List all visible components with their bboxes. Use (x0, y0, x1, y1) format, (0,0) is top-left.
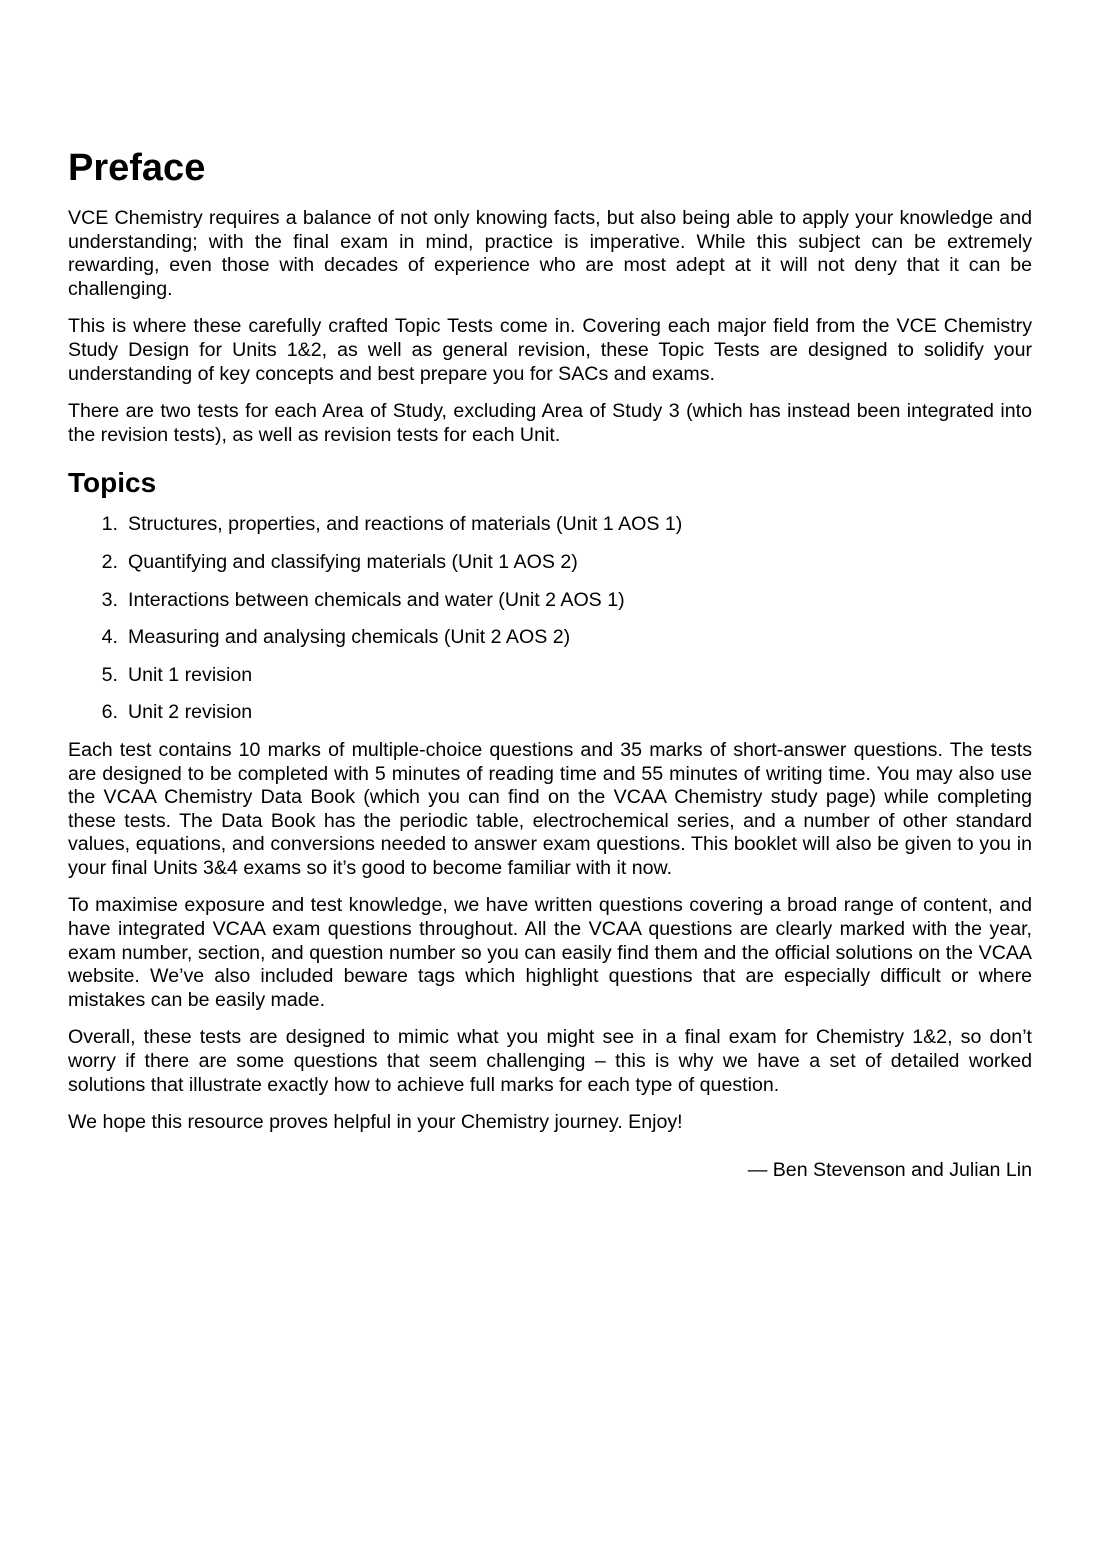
intro-paragraph-3: There are two tests for each Area of Study, excluding Area of Study 3 (which has instead been integrated into the revision tests), as well as revision tests for each Unit. (68, 400, 1032, 446)
topic-list-item (68, 513, 1032, 537)
topic-item-label: Unit 2 revision (128, 701, 253, 724)
topic-item-number: 1. (101, 513, 118, 536)
topic-list-item (68, 701, 1032, 725)
topic-item-number: 4. (101, 626, 118, 649)
closing-paragraph: We hope this resource proves helpful in your Chemistry journey. Enjoy! (68, 1111, 683, 1134)
body-paragraph-overall: Overall, these tests are designed to mimic what you might see in a final exam for Chemistry 1&2, so don’t worry if there are some questions that seem challenging – this is why we have a set of detailed worked solutions that illustrate exactly how to achieve full marks for each type of question. (68, 1026, 1032, 1096)
topic-item-label: Unit 1 revision (128, 663, 253, 686)
intro-paragraph-1: VCE Chemistry requires a balance of not only knowing facts, but also being able to apply your knowledge and understanding; with the final exam in mind, practice is imperative. While this subject can be extremely rewarding, even those with decades of experience who are most adept at it will not deny that it can be challenging. (68, 207, 1032, 300)
topic-item-number: 5. (101, 663, 118, 686)
topic-item-label: Interactions between chemicals and water (Unit 2 AOS 1) (128, 588, 625, 611)
intro-paragraph-2: This is where these carefully crafted Topic Tests come in. Covering each major field from the VCE Chemistry Study Design for Units 1&2, as well as general revision, these Topic Tests are designed to solidify your understanding of key concepts and best prepare you for SACs and exams. (68, 315, 1032, 385)
topic-list-item (68, 589, 1032, 613)
topic-item-number: 6. (101, 701, 118, 724)
topic-item-label: Measuring and analysing chemicals (Unit 2 AOS 2) (128, 626, 571, 649)
topic-list-item (68, 664, 1032, 688)
topics-heading: Topics (68, 467, 157, 499)
topic-item-number: 2. (101, 550, 118, 573)
body-paragraph-tests: Each test contains 10 marks of multiple-choice questions and 35 marks of short-answer questions. The tests are designed to be completed with 5 minutes of reading time and 55 minutes of writing time. You may also use the VCAA Chemistry Data Book (which you can find on the VCAA Chemistry study page) while completing these tests. The Data Book has the periodic table, electrochemical series, and a number of other standard values, equations, and conversions needed to answer exam questions. This booklet will also be given to you in your final Units 3&4 exams so it’s good to become familiar with it now. (68, 738, 1032, 879)
topic-item-number: 3. (101, 588, 118, 611)
topic-list-item (68, 626, 1032, 650)
topic-item-label: Quantifying and classifying materials (Unit 1 AOS 2) (128, 550, 578, 573)
topic-item-label: Structures, properties, and reactions of materials (Unit 1 AOS 1) (128, 513, 683, 536)
body-paragraph-vcaa: To maximise exposure and test knowledge, we have written questions covering a broad range of content, and have integrated VCAA exam questions throughout. All the VCAA questions are clearly marked with the year, exam number, section, and question number so you can easily find them and the official solutions on the VCAA website. We’ve also included beware tags which highlight questions that are especially difficult or where mistakes can be easily made. (68, 894, 1032, 1011)
topic-list-item (68, 551, 1032, 575)
page-title: Preface (68, 147, 206, 189)
signature-line: — Ben Stevenson and Julian Lin (747, 1158, 1032, 1181)
topics-list (68, 513, 1032, 725)
